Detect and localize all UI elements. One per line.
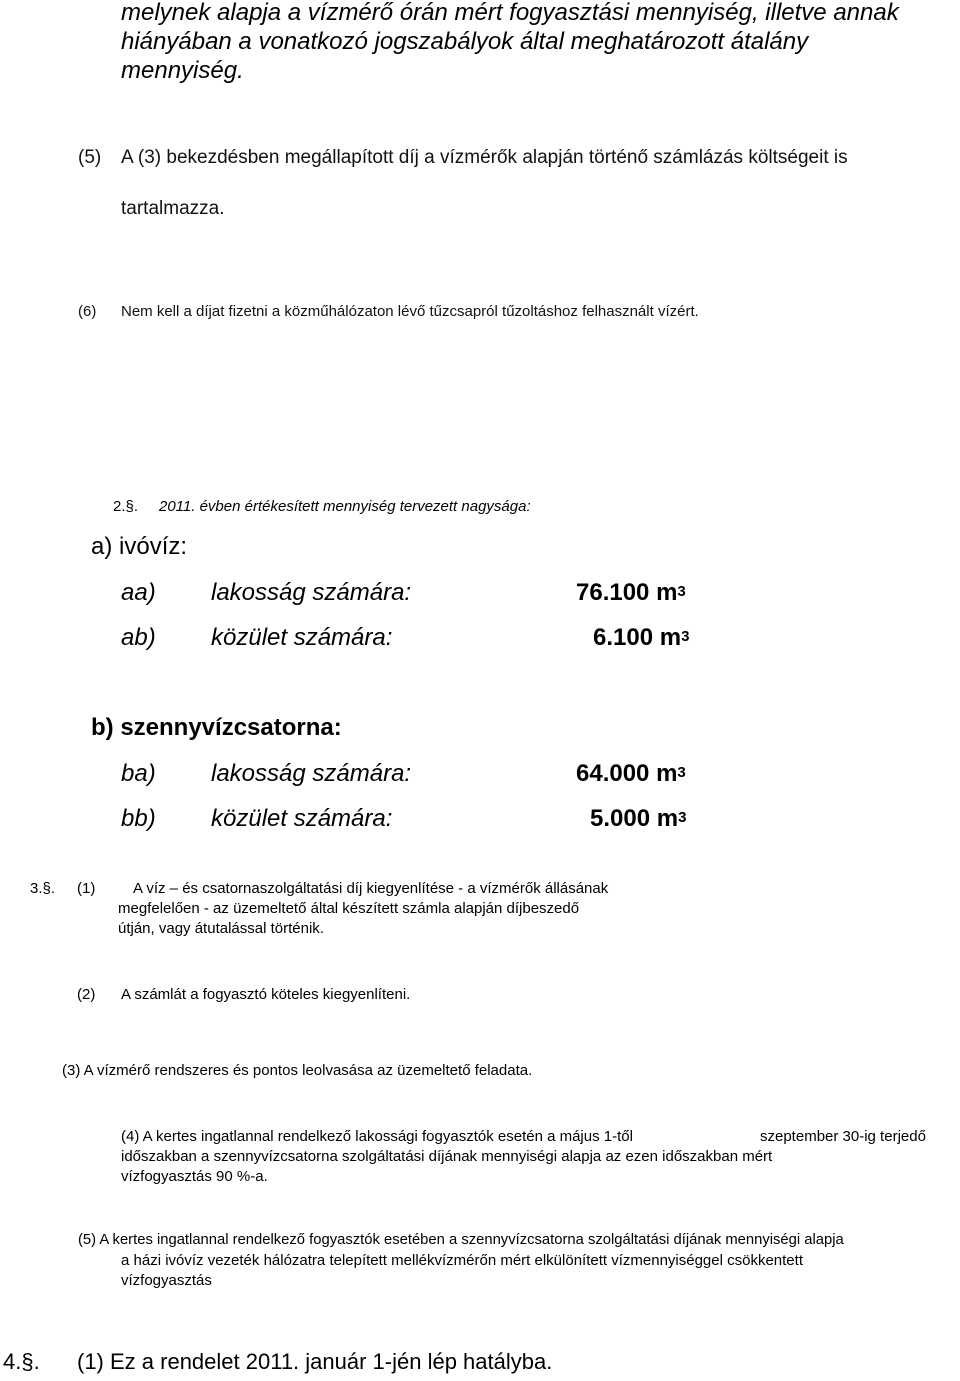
- section3-p2-text: A számlát a fogyasztó köteles kiegyenlíteni.: [121, 986, 411, 1003]
- intro-line-1: melynek alapja a vízmérő órán mért fogyasztási mennyiség, illetve annak: [121, 0, 899, 26]
- item-ab-label: ab): [121, 624, 156, 651]
- section3-p1-number: (1): [77, 880, 96, 897]
- section3-p5-line-2: a házi ivóvíz vezeték hálózatra telepített mellékvízmérőn mért elkülönített vízmennyiséggel csökkentett: [121, 1252, 803, 1269]
- para6-text: Nem kell a díjat fizetni a közműhálózaton lévő tűzcsapról tűzoltáshoz felhasznált vízért.: [121, 303, 699, 320]
- section2-heading: 2011. évben értékesített mennyiség tervezett nagysága:: [159, 498, 531, 515]
- subsection-b-title: b) szennyvízcsatorna:: [91, 714, 342, 741]
- section3-p5-line-1: (5) A kertes ingatlannal rendelkező fogyasztók esetében a szennyvízcsatorna szolgáltatási díjának mennyiségi alapja: [78, 1232, 844, 1248]
- intro-line-2: hiányában a vonatkozó jogszabályok által meghatározott átalány: [121, 28, 809, 55]
- item-aa-text: lakosság számára:: [211, 579, 412, 606]
- intro-line-3: mennyiség.: [121, 57, 244, 84]
- para6-number: (6): [78, 303, 97, 320]
- section3-p1-line-2: megfelelően - az üzemeltető által készített számla alapján díjbeszedő: [118, 900, 580, 917]
- section3-p1-line-3: útján, vagy átutalással történik.: [118, 920, 324, 937]
- para5-line-1: A (3) bekezdésben megállapított díj a vízmérők alapján történő számlázás költségeit is: [121, 147, 848, 168]
- para5-line-2: tartalmazza.: [121, 198, 225, 219]
- item-bb-value: 5.000 $m^3$: [590, 805, 687, 832]
- item-bb-text: közület számára:: [211, 805, 393, 832]
- section3-p2-number: (2): [77, 986, 96, 1003]
- item-ba-label: ba): [121, 760, 156, 787]
- item-ba-text: lakosság számára:: [211, 760, 412, 787]
- section4-text: (1) Ez a rendelet 2011. január 1-jén lép hatályba.: [77, 1349, 553, 1374]
- section3-p4-line-3: vízfogyasztás 90 %-a.: [121, 1168, 268, 1185]
- para5-number: (5): [78, 147, 102, 168]
- section3-p5-line-3: vízfogyasztás: [121, 1272, 212, 1289]
- item-ba-value: 64.000 $m^3$: [576, 760, 686, 787]
- item-ab-text: közület számára:: [211, 624, 393, 651]
- item-aa-label: aa): [121, 579, 156, 606]
- section2-number: 2.§.: [113, 498, 139, 515]
- subsection-a-title: a) ivóvíz:: [91, 533, 188, 560]
- section3-p4-line-1b: szeptember 30-ig terjedő: [760, 1128, 926, 1145]
- section4-number: 4.§.: [3, 1349, 40, 1374]
- section3-p4-line-2: időszakban a szennyvízcsatorna szolgáltatási díjának mennyiségi alapja az ezen időszakban mért: [121, 1148, 773, 1165]
- section3-p4-line-1a: (4) A kertes ingatlannal rendelkező lakossági fogyasztók esetén a május 1-től: [121, 1128, 633, 1145]
- item-aa-value: 76.100 $m^3$: [576, 579, 686, 606]
- section3-p3-text: (3) A vízmérő rendszeres és pontos leolvasása az üzemeltető feladata.: [62, 1062, 533, 1079]
- section3-number: 3.§.: [30, 880, 56, 897]
- item-ab-value: 6.100 $m^3$: [593, 624, 690, 651]
- section3-p1-line-1: A víz – és csatornaszolgáltatási díj kiegyenlítése - a vízmérők állásának: [133, 880, 609, 897]
- item-bb-label: bb): [121, 805, 156, 832]
